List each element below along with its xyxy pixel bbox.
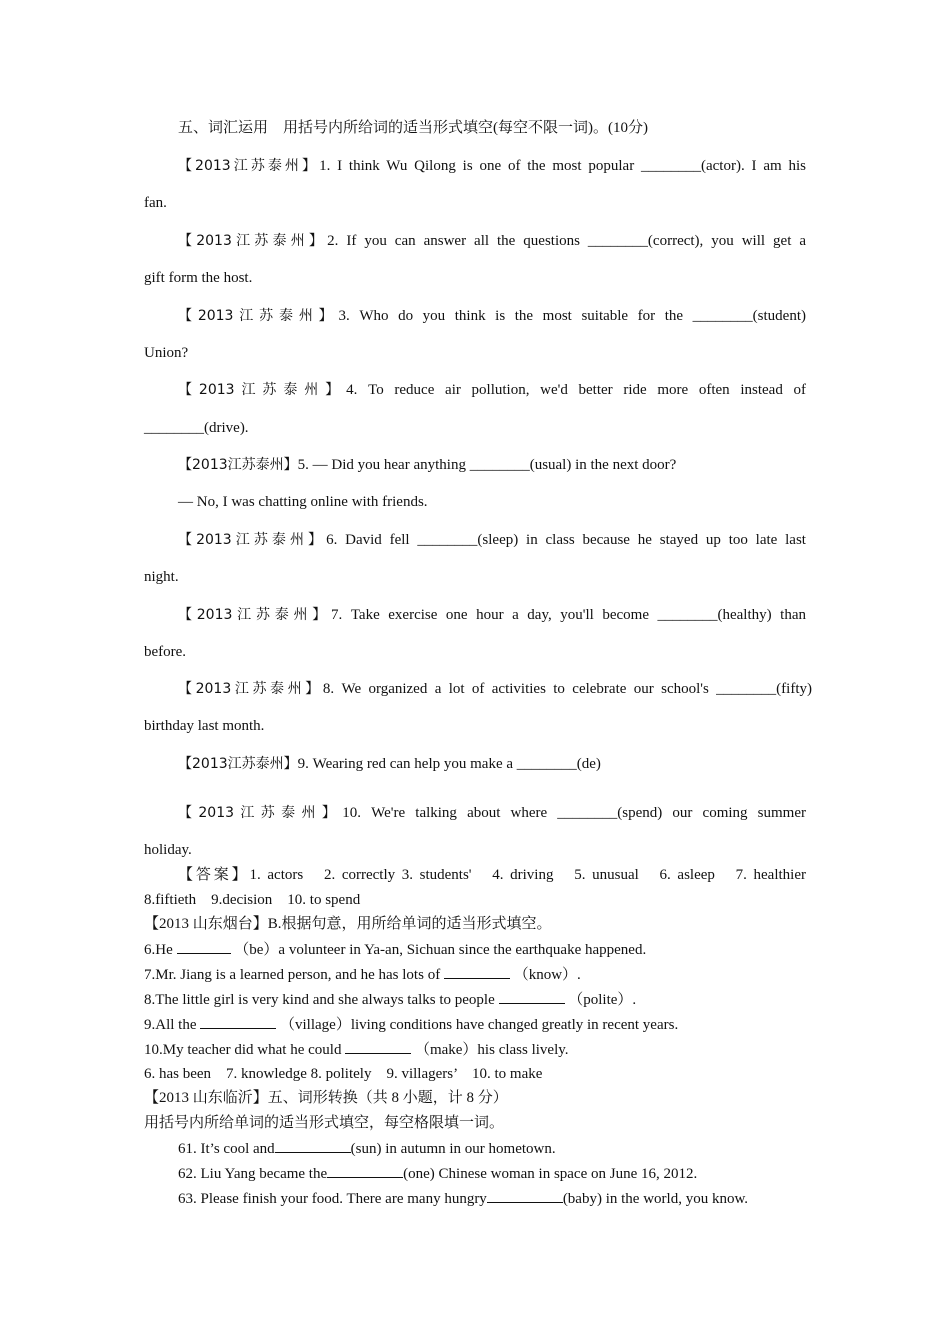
answer-blank xyxy=(444,964,510,979)
source-tag: 【2013江苏泰州】 xyxy=(178,681,323,697)
answer-blank xyxy=(200,1014,276,1029)
question-4-cont: ________(drive). xyxy=(144,420,249,436)
source-tag: 【2013江苏泰州】 xyxy=(178,805,343,821)
source-tag: 【2013江苏泰州】 xyxy=(178,457,298,473)
question-1-cont: fan. xyxy=(144,195,167,211)
source-tag: 【2013江苏泰州】 xyxy=(178,308,339,324)
question-6: 【2013江苏泰州】6. David fell ________(sleep) in class because he stayed up too late last xyxy=(178,532,806,548)
linyi-header: 【2013 山东临沂】五、词形转换（共 8 小题，计 8 分） xyxy=(144,1090,508,1106)
question-1: 【2013江苏泰州】1. I think Wu Qilong is one of the most popular ________(actor). I am his xyxy=(178,158,806,174)
source-tag: 【2013江苏泰州】 xyxy=(178,158,320,174)
yantai-q10: 10.My teacher did what he could （make）his class lively. xyxy=(144,1039,569,1060)
yantai-q7: 7.Mr. Jiang is a learned person, and he has lots of （know）. xyxy=(144,964,581,985)
answer-blank xyxy=(275,1138,351,1153)
question-7-cont: before. xyxy=(144,644,187,660)
question-5-reply: — No, I was chatting online with friends. xyxy=(178,494,428,510)
question-8-cont: birthday last month. xyxy=(144,718,265,734)
source-tag: 【2013江苏泰州】 xyxy=(178,607,332,623)
section-title: 五、词汇运用 用括号内所给词的适当形式填空(每空不限一词)。(10分) xyxy=(178,120,648,136)
question-10: 【2013江苏泰州】10. We're talking about where ________(spend) our coming summer xyxy=(178,805,806,821)
question-3-cont: Union? xyxy=(144,345,189,361)
source-tag: 【2013江苏泰州】 xyxy=(178,382,347,398)
answer-blank xyxy=(499,989,565,1004)
question-9: 【2013江苏泰州】9. Wearing red can help you make a ________(de) xyxy=(178,756,601,772)
question-2: 【2013江苏泰州】2. If you can answer all the questions ________(correct), you will get a xyxy=(178,233,806,249)
question-2-cont: gift form the host. xyxy=(144,270,253,286)
answer-blank xyxy=(177,939,231,954)
linyi-instruction: 用括号内所给单词的适当形式填空，每空格限填一词。 xyxy=(144,1115,505,1131)
source-tag: 【2013江苏泰州】 xyxy=(178,532,327,548)
question-5: 【2013江苏泰州】5. — Did you hear anything ________(usual) in the next door? xyxy=(178,457,677,473)
yantai-q9: 9.All the （village）living conditions have changed greatly in recent years. xyxy=(144,1014,678,1035)
question-4: 【2013江苏泰州】4. To reduce air pollution, we'd better ride more often instead of xyxy=(178,382,806,398)
source-tag: 【2013江苏泰州】 xyxy=(178,233,328,249)
yantai-header: 【2013 山东烟台】B.根据句意，用所给单词的适当形式填空。 xyxy=(144,916,552,932)
linyi-q62: 62. Liu Yang became the (one) Chinese woman in space on June 16, 2012. xyxy=(178,1163,697,1184)
answer-blank xyxy=(345,1039,411,1054)
answer-blank xyxy=(487,1188,563,1203)
source-tag: 【2013江苏泰州】 xyxy=(178,756,298,772)
question-7: 【2013江苏泰州】7. Take exercise one hour a day, you'll become ________(healthy) than xyxy=(178,607,806,623)
linyi-q61: 61. It’s cool and (sun) in autumn in our hometown. xyxy=(178,1138,556,1159)
yantai-q8: 8.The little girl is very kind and she always talks to people （polite）. xyxy=(144,989,636,1010)
question-6-cont: night. xyxy=(144,569,179,585)
question-3: 【2013江苏泰州】3. Who do you think is the most suitable for the ________(student) xyxy=(178,308,806,324)
question-8: 【2013江苏泰州】8. We organized a lot of activities to celebrate our school's ________(fifty) xyxy=(178,681,812,697)
yantai-answers: 6. has been 7. knowledge 8. politely 9. villagers’ 10. to make xyxy=(144,1066,543,1082)
answer-blank xyxy=(327,1163,403,1178)
question-10-cont: holiday. xyxy=(144,842,192,858)
yantai-q6: 6.He （be）a volunteer in Ya-an, Sichuan since the earthquake happened. xyxy=(144,939,646,960)
linyi-q63: 63. Please finish your food. There are many hungry (baby) in the world, you know. xyxy=(178,1188,748,1209)
answer-key-1: 【答案】1. actors 2. correctly 3. students' 4. driving 5. unusual 6. asleep 7. healthier xyxy=(178,867,806,883)
answer-key-1-cont: 8.fiftieth 9.decision 10. to spend xyxy=(144,892,361,908)
